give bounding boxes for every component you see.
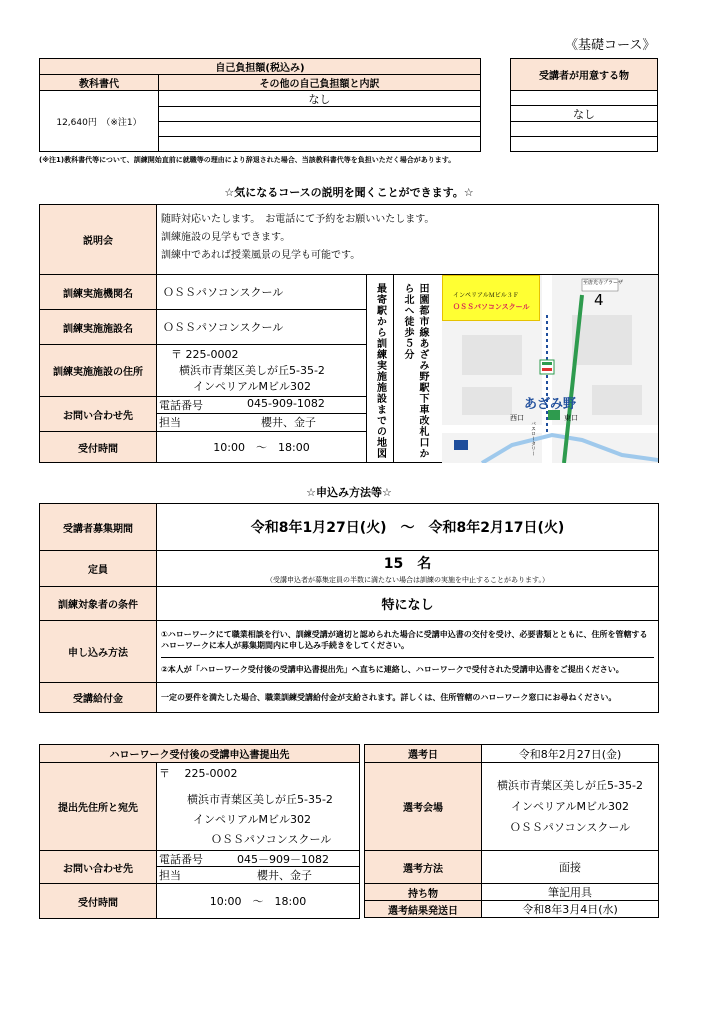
explain-label: 説明会 [40,205,157,275]
cost-note: (※注1)教科書代等について、訓練開始直前に就職等の理由により辞退された場合、当該教科書代等を負担いただく場合があります。 [39,156,456,164]
facility-address-line2: インペリアルMビル302 [193,379,312,393]
exam-result-label: 選考結果発送日 [365,901,482,918]
building-label: インペリアルＭビル３Ｆ [453,292,519,299]
submit-addr1: 横浜市青葉区美しが丘5-35-2 [187,793,333,806]
exam-method-label: 選考方法 [365,851,482,884]
exam-result-value: 令和8年3月4日(水) [482,901,659,918]
access-text: 田園都市線あざみ野駅下車改札口から北へ徒歩５分 [402,283,428,459]
west-exit-label: 西口 [510,414,524,422]
exam-venue-label: 選考会場 [365,763,482,851]
station-label: あざみ野 [524,397,577,412]
method-label: 申し込み方法 [40,621,157,683]
capacity-note: （受講申込者が募集定員の半数に満たない場合は訓練の実施を中止することがあります。） [266,575,549,584]
submit-zip: 〒 225-0002 [159,767,238,780]
facility-address-line1: 横浜市青葉区美しが丘5-35-2 [179,363,325,377]
submit-contact [157,851,360,884]
exam-venue-line1: 横浜市青葉区美しが丘5-35-2 [497,779,643,792]
facility-phone-row [157,397,366,414]
map-vertical-cell [367,275,394,463]
explain-lines [157,205,659,275]
period-value: 令和8年1月27日(火) ～ 令和8年2月17日(火) [157,504,659,551]
exam-venue [482,763,659,851]
method-2: ②本人が「ハローワーク受付後の受講申込書提出先」へ直ちに連絡し、ハローワークで受付された受講申込書をご提出ください。 [161,664,624,674]
facility-zip: 〒 225-0002 [171,347,239,361]
prepare-cell [511,91,658,152]
map-cell [394,275,659,463]
exam-items-value: 筆記用具 [482,884,659,901]
condition-value: 特になし [157,587,659,621]
exam-table [364,744,659,918]
submit-phone-row [157,851,359,867]
submit-hours-label: 受付時間 [40,884,157,919]
bus-label: バスロータリー [530,421,536,456]
exam-date-label: 選考日 [365,745,482,763]
submit-dest-label: 提出先住所と宛先 [40,763,157,851]
explain-heading: ☆気になるコースの説明を聞くことができます。☆ [224,186,474,199]
cost-table [39,58,481,152]
cost-header: 自己負担額(税込み) [40,59,481,75]
prepare-table [510,58,658,152]
prepare-value: なし [511,106,657,122]
submit-addr3: ＯＳＳパソコンスクール [211,833,332,846]
facility-person-row [157,414,366,430]
submit-addr2: インペリアルMビル302 [193,813,312,826]
east-exit-label: 東口 [564,414,578,422]
capacity-label: 定員 [40,551,157,587]
explain-line: 訓練中であれば授業風景の見学も可能です。 [161,250,361,261]
submit-person-row [157,867,359,882]
other-cost-cell [159,91,481,152]
plaza-label: 至唐光寺プラーザ [583,280,624,286]
facility-address-label: 訓練実施施設の住所 [40,345,157,397]
facility-name-label: 訓練実施施設名 [40,310,157,345]
period-label: 受講者募集期間 [40,504,157,551]
submit-phone-value: 045－909－1082 [237,853,329,866]
submit-person-value: 櫻井、金子 [257,869,312,882]
explain-line: 随時対応いたします。 お電話にて予約をお願いいたします。 [161,214,435,225]
course-type: 《基礎コース》 [565,38,656,53]
benefit-label: 受講給付金 [40,683,157,713]
org-value: ＯＳＳパソコンスクール [157,275,367,310]
other-cost-label: その他の自己負担額と内訳 [159,75,481,91]
facility-person-label: 担当 [159,416,181,429]
other-cost-row-blank [159,107,480,122]
benefit-value: 一定の要件を満たした場合、職業訓練受講給付金が支給されます。詳しくは、住所管轄のハローワーク窓口にお尋ねください。 [157,683,659,713]
org-label: 訓練実施機関名 [40,275,157,310]
facility-hours-value: 10:00 ～ 18:00 [157,432,367,463]
access-map [442,275,658,463]
exam-method-value: 面接 [482,851,659,884]
facility-contact-label: お問い合わせ先 [40,397,157,432]
facility-name-value: ＯＳＳパソコンスクール [157,310,367,345]
method-cell [157,621,659,683]
route-number: 4 [594,291,604,309]
apply-table [39,503,659,713]
submit-table [39,744,360,919]
apply-heading: ☆申込み方法等☆ [306,486,392,499]
other-cost-row-blank [159,122,480,137]
facility-address [157,345,367,397]
facility-contact [157,397,367,432]
other-cost-value: なし [159,91,480,107]
condition-label: 訓練対象者の条件 [40,587,157,621]
exam-venue-line2: インペリアルMビル302 [510,800,630,813]
submit-hours-value: 10:00 ～ 18:00 [157,884,360,919]
submit-contact-label: お問い合わせ先 [40,851,157,884]
textbook-label: 教科書代 [40,75,159,91]
exam-date-value: 令和8年2月27日(金) [482,745,659,763]
prepare-row-blank [511,91,657,106]
submit-person-label: 担当 [159,869,181,882]
prepare-label: 受講者が用意する物 [511,59,658,91]
textbook-value: 12,640円 （※注1） [40,91,159,152]
building-label-box [442,275,540,321]
map-vertical-label: 最寄駅から訓練実施施設までの地図 [374,283,386,459]
exam-items-label: 持ち物 [365,884,482,901]
explain-line: 訓練施設の見学もできます。 [161,232,291,243]
school-label: ＯＳＳパソコンスクール [453,303,530,311]
facility-hours-label: 受付時間 [40,432,157,463]
facility-phone-label: 電話番号 [159,399,203,412]
facility-person-value: 櫻井、金子 [261,416,316,429]
facility-phone-value: 045-909-1082 [247,397,325,410]
capacity-value: 15 名 [383,555,432,572]
submit-dest [157,763,360,851]
capacity-cell [157,551,659,587]
exam-venue-line3: ＯＳＳパソコンスクール [509,821,631,834]
prepare-row-blank [511,122,657,137]
submit-header: ハローワーク受付後の受講申込書提出先 [40,745,360,763]
facility-table [39,204,659,463]
submit-phone-label: 電話番号 [159,853,203,866]
method-1: ①ハローワークにて職業相談を行い、訓練受講が適切と認められた場合に受講申込書の交付を受け、必要書類とともに、住所を管轄するハローワークに本人が募集期間内に申し込み手続きをしてください。 [161,629,654,658]
